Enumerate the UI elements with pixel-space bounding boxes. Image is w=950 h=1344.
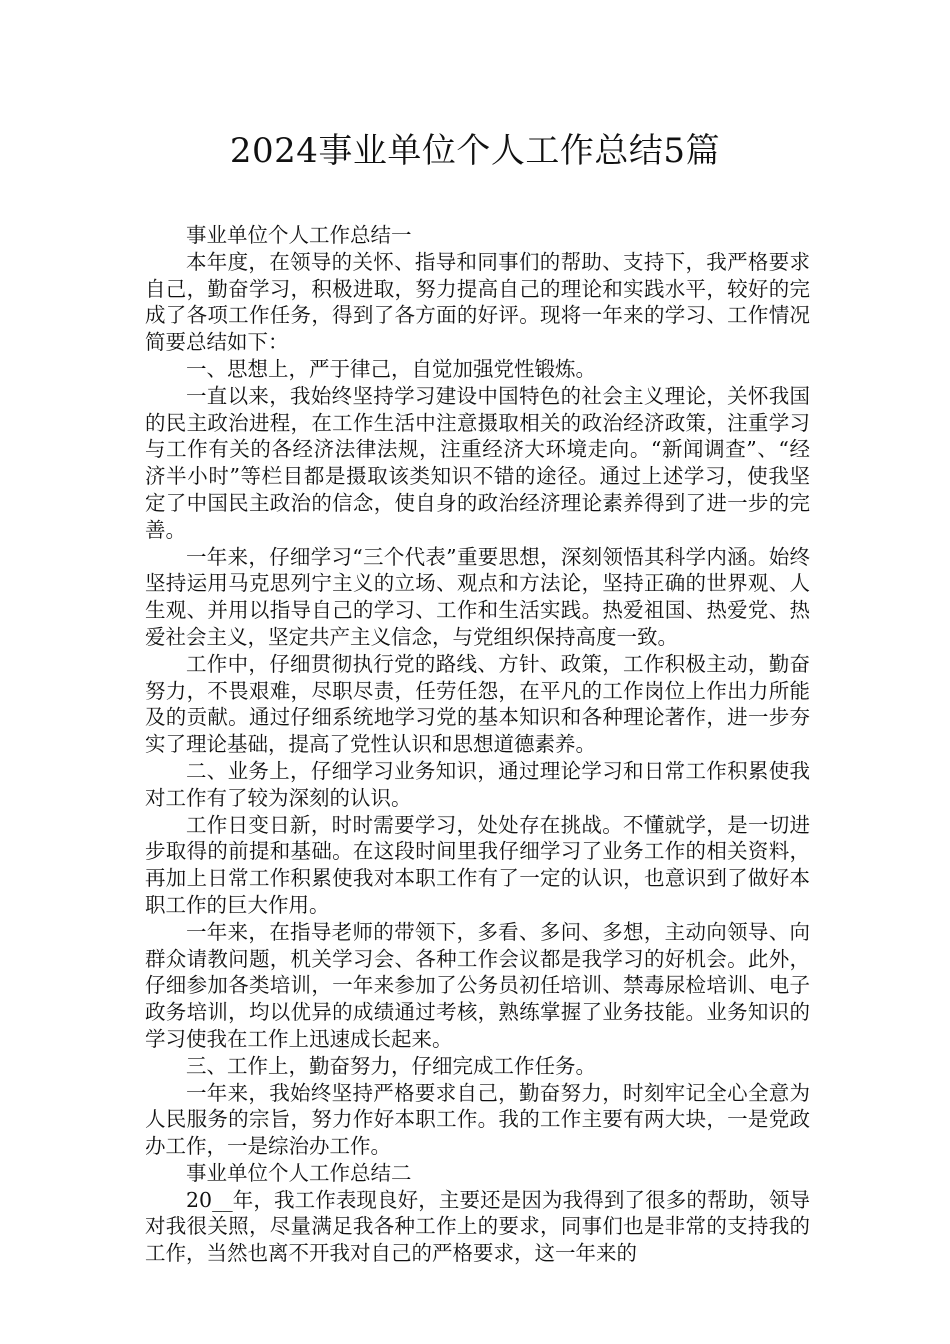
- paragraph: 工作中，仔细贯彻执行党的路线、方针、政策，工作积极主动，勤奋努力，不畏艰难，尽职尽责，任劳任怨，在平凡的工作岗位上作出力所能及的贡献。通过仔细系统地学习党的基本知识和各种理论著作，进一步夯实了理论基础，提高了党性认识和思想道德素养。: [145, 651, 810, 757]
- paragraph: 一年来，在指导老师的带领下，多看、多问、多想，主动向领导、向群众请教问题，机关学习会、各种工作会议都是我学习的好机会。此外，仔细参加各类培训，一年来参加了公务员初任培训、禁毒尿检培训、电子政务培训，均以优异的成绩通过考核，熟练掌握了业务技能。业务知识的学习使我在工作上迅速成长起来。: [145, 919, 810, 1051]
- subheading-work: 三、工作上，勤奋努力，仔细完成工作任务。: [186, 1053, 596, 1078]
- paragraph: 20__年，我工作表现良好，主要还是因为我得到了很多的帮助，领导对我很关照，尽量满足我各种工作上的要求，同事们也是非常的支持我的工作，当然也离不开我对自己的严格要求，这一年来的: [145, 1187, 810, 1266]
- paragraph: 一年来，仔细学习“三个代表”重要思想，深刻领悟其科学内涵。始终坚持运用马克思列宁主义的立场、观点和方法论，坚持正确的世界观、人生观、并用以指导自己的学习、工作和生活实践。热爱祖国、热爱党、热爱社会主义，坚定共产主义信念，与党组织保持高度一致。: [145, 544, 810, 649]
- section-heading-1: 事业单位个人工作总结一: [186, 223, 412, 247]
- paragraph: 一年来，我始终坚持严格要求自己，勤奋努力，时刻牢记全心全意为人民服务的宗旨，努力作好本职工作。我的工作主要有两大块，一是党政办工作，一是综治办工作。: [145, 1080, 810, 1159]
- section-heading-2: 事业单位个人工作总结二: [186, 1160, 412, 1185]
- document-body: [145, 222, 810, 1267]
- subheading-ideology: 一、思想上，严于律己，自觉加强党性锻炼。: [186, 356, 596, 381]
- document-title: 2024事业单位个人工作总结5篇: [229, 131, 721, 171]
- paragraph: 工作日变日新，时时需要学习，处处存在挑战。不懂就学，是一切进步取得的前提和基础。在这段时间里我仔细学习了业务工作的相关资料，再加上日常工作积累使我对本职工作有了一定的认识，也意识到了做好本职工作的巨大作用。: [145, 812, 810, 917]
- subheading-business: 二、业务上，仔细学习业务知识，通过理论学习和日常工作积累使我对工作有了较为深刻的认识。: [145, 758, 810, 810]
- paragraph: 一直以来，我始终坚持学习建设中国特色的社会主义理论，关怀我国的民主政治进程，在工作生活中注意摄取相关的政治经济政策，注重学习与工作有关的各经济法律法规，注重经济大环境走向。“新闻调查”、“经济半小时”等栏目都是摄取该类知识不错的途径。通过上述学习，使我坚定了中国民主政治的信念，使自身的政治经济理论素养得到了进一步的完善。: [145, 383, 810, 542]
- paragraph: 本年度，在领导的关怀、指导和同事们的帮助、支持下，我严格要求自己，勤奋学习，积极进取，努力提高自己的理论和实践水平，较好的完成了各项工作任务，得到了各方面的好评。现将一年来的学习、工作情况简要总结如下：: [145, 249, 810, 355]
